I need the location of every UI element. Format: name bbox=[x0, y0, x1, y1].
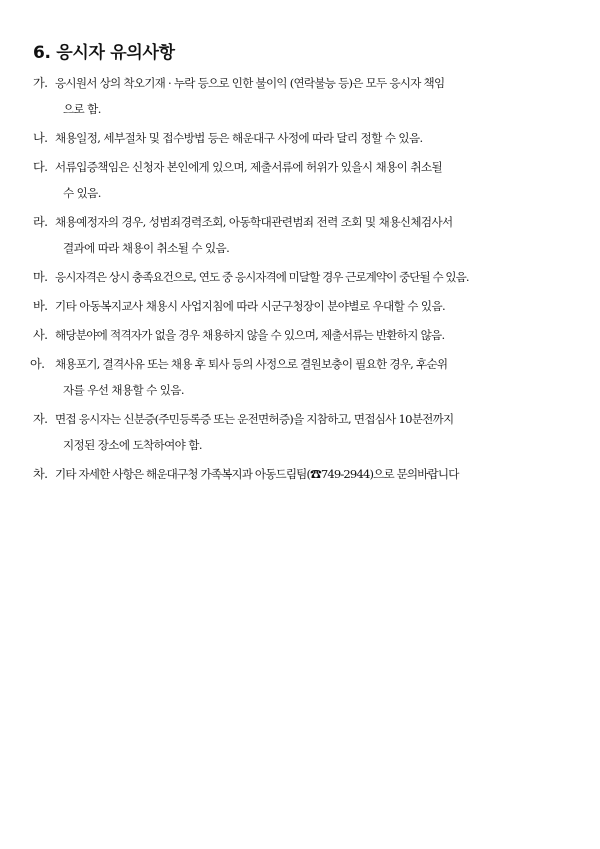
item-marker: 마. bbox=[33, 270, 48, 284]
item-marker: 아. bbox=[30, 357, 45, 371]
phone-number: ☎749-2944 bbox=[310, 467, 370, 481]
notice-item-a bbox=[0, 351, 600, 403]
notice-item-ra bbox=[0, 209, 600, 261]
item-marker: 가. bbox=[33, 76, 48, 90]
item-text-before-phone: 기타 자세한 사항은 해운대구청 가족복지과 아동드림팀( bbox=[55, 467, 311, 481]
item-marker: 사. bbox=[33, 328, 48, 342]
item-text-line: 지정된 장소에 도착하여야 함. bbox=[63, 438, 202, 452]
item-text-line: 수 있음. bbox=[63, 186, 101, 200]
item-text-line: 응시자격은 상시 충족요건으로, 연도 중 응시자격에 미달할 경우 근로계약이 중단될 수 있음. bbox=[55, 270, 469, 284]
item-marker: 다. bbox=[33, 160, 48, 174]
item-marker: 바. bbox=[33, 299, 48, 313]
item-text-line: 응시원서 상의 착오기재 · 누락 등으로 인한 불이익 (연락불능 등)은 모두 응시자 책임 bbox=[55, 76, 445, 90]
item-text-line bbox=[0, 461, 600, 487]
notice-item-ga bbox=[0, 70, 600, 122]
notice-item-da bbox=[0, 154, 600, 206]
item-marker: 나. bbox=[33, 131, 48, 145]
item-text-line: 기타 아동복지교사 채용시 사업지침에 따라 시군구청장이 분야별로 우대할 수 있음. bbox=[55, 299, 446, 313]
item-text-line: 자를 우선 채용할 수 있음. bbox=[63, 383, 184, 397]
item-text-line: 면접 응시자는 신분증(주민등록증 또는 운전면허증)을 지참하고, 면접심사 10분전까지 bbox=[55, 412, 454, 426]
item-text-line: 결과에 따라 채용이 취소될 수 있음. bbox=[63, 241, 230, 255]
item-text-line: 채용예정자의 경우, 성범죄경력조회, 아동학대관련범죄 전력 조회 및 채용신체검사서 bbox=[55, 215, 453, 229]
notice-item-ja bbox=[0, 406, 600, 458]
item-text-line: 채용일정, 세부절차 및 접수방법 등은 해운대구 사정에 따라 달리 정할 수 있음. bbox=[55, 131, 423, 145]
item-text-after-phone: )으로 문의바랍니다 bbox=[369, 467, 459, 481]
notice-item-ba bbox=[0, 293, 600, 319]
section-title: 6. 응시자 유의사항 bbox=[33, 43, 175, 63]
item-marker: 자. bbox=[33, 412, 48, 426]
item-text-line: 채용포기, 결격사유 또는 채용 후 퇴사 등의 사정으로 결원보충이 필요한 경우, 후순위 bbox=[55, 357, 448, 371]
item-text-line: 서류입증책임은 신청자 본인에게 있으며, 제출서류에 허위가 있을시 채용이 취소될 bbox=[55, 160, 443, 174]
item-text-line: 해당분야에 적격자가 없을 경우 채용하지 않을 수 있으며, 제출서류는 반환하지 않음. bbox=[55, 328, 445, 342]
item-marker: 차. bbox=[33, 467, 48, 481]
item-marker: 라. bbox=[33, 215, 48, 229]
notice-item-na bbox=[0, 125, 600, 151]
notice-item-sa bbox=[0, 322, 600, 348]
notice-list bbox=[0, 70, 600, 487]
item-text-line: 으로 함. bbox=[63, 102, 101, 116]
notice-item-ma bbox=[0, 264, 600, 290]
notice-item-cha bbox=[0, 461, 600, 487]
